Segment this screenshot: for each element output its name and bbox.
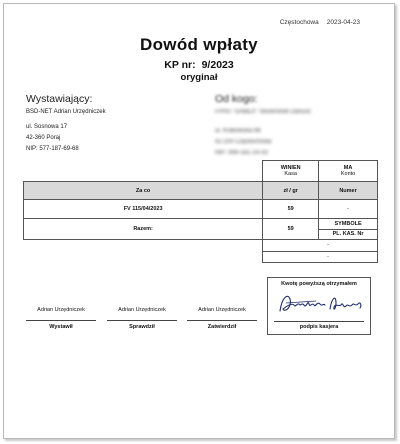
column-za-co: Za co (24, 182, 263, 200)
checked-by-line (107, 320, 177, 321)
issued-by-line (26, 320, 96, 321)
issuer-name: BSD-NET Adrian Urzędniczek (26, 109, 106, 115)
payer-name: FPHU "DABEX" Skowronek Dariusz (215, 109, 311, 115)
winien-header: WINIEN Kasa (263, 161, 319, 182)
document-title: Dowód wpłaty (140, 35, 258, 54)
kp-label: KP nr: (164, 59, 196, 71)
checked-by-name: Adrian Urzędniczek (118, 307, 166, 313)
pl-kas-label: PL. KAS. Nr (319, 229, 378, 240)
checked-by-label: Sprawdził (129, 324, 155, 330)
column-numer: Numer (319, 182, 378, 200)
issuer-heading: Wystawiający: (26, 93, 93, 105)
column-zl-gr: zł / gr (263, 182, 319, 200)
approved-by-line (187, 320, 257, 321)
place-date (280, 19, 360, 26)
payer-heading: Od kogo: (215, 93, 258, 105)
item-account-number: - (319, 200, 378, 219)
issue-date: 2023-04-23 (326, 19, 360, 26)
issued-by-label: Wystawił (49, 324, 73, 330)
approved-by-name: Adrian Urzędniczek (198, 307, 246, 313)
payer-nip: NIP: 949-181-14-33 (215, 150, 268, 156)
approved-by-label: Zatwierdził (207, 324, 237, 330)
issuer-city: 42-360 Poraj (26, 135, 61, 141)
pl-kas-value-1: - (263, 240, 378, 252)
copy-type: oryginał (180, 72, 218, 83)
issue-place: Częstochowa (279, 19, 319, 26)
issuer-nip: NIP: 577-187-69-68 (26, 146, 79, 152)
kp-number: 9/2023 (201, 59, 234, 71)
handwritten-signature (276, 289, 366, 319)
payment-table (23, 160, 378, 263)
cashier-heading: Kwotę powyższą otrzymałem (281, 281, 357, 287)
total-amount: 59 (263, 219, 319, 240)
issuer-street: ul. Sosnowa 17 (26, 124, 68, 130)
ma-header: MA Konto (319, 161, 378, 182)
total-label: Razem: (24, 219, 263, 240)
item-description: FV 115/04/2023 (24, 200, 263, 219)
issued-by-name: Adrian Urzędniczek (37, 307, 85, 313)
symbole-label: SYMBOLE (319, 219, 378, 230)
cashier-label: podpis kasjera (299, 324, 339, 330)
pl-kas-value-2: - (263, 251, 378, 262)
cashier-signature-line (274, 321, 364, 322)
cashier-signature-box (267, 277, 371, 335)
item-amount: 59 (263, 200, 319, 219)
kp-number-line (4, 59, 394, 71)
payer-street: ul. Krakowska 88 (215, 128, 261, 134)
document-page (3, 3, 395, 439)
payer-city: 42-200 Częstochowa (215, 139, 272, 145)
